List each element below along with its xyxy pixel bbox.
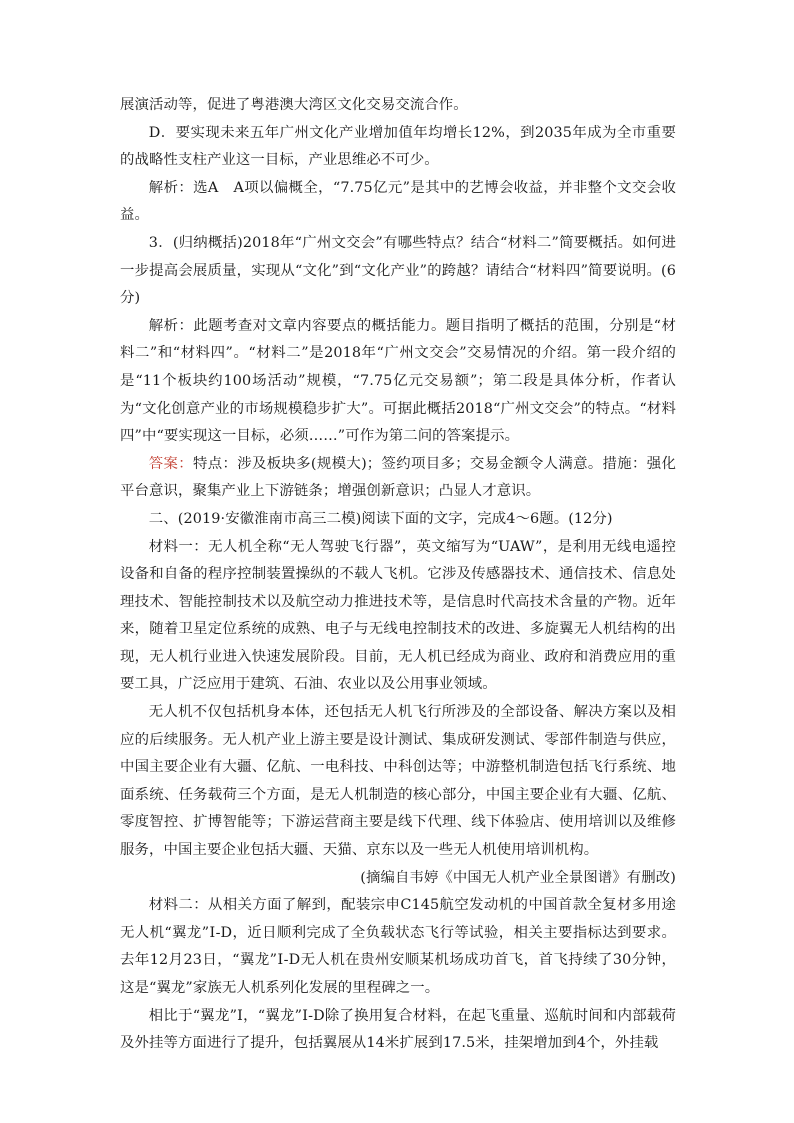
option-d: D．要实现未来五年广州文化产业增加值年均增长12%，到2035年成为全市重要的战略性支柱产业这一目标，产业思维必不可少。 [120,124,676,169]
section-two-heading: 二、(2019·安徽淮南市高三二模)阅读下面的文字，完成4～6题。(12分) [148,510,613,527]
material-two-p1: 材料二：从相关方面了解到，配装宗申C145航空发动机的中国首款全复材多用途无人机“翼龙”Ⅰ-D，近日顺利完成了全负载状态飞行等试验，相关主要指标达到要求。去年12月23日，“翼龙”Ⅰ-D无人机在贵州安顺某机场成功首飞，首飞持续了30分钟，这是“翼龙”家族无人机系列化发展的里程碑之一。 [120,897,676,996]
document-page [120,92,676,1058]
answer-text: 特点：涉及板块多(规模大)；签约项目多；交易金额令人满意。措施：强化平台意识，聚集产业上下游链条；增强创新意识；凸显人才意识。 [120,455,676,500]
material-two-p2: 相比于“翼龙”Ⅰ，“翼龙”Ⅰ-D除了换用复合材料，在起飞重量、巡航时间和内部载荷及外挂等方面进行了提升，包括翼展从14米扩展到17.5米，挂架增加到4个，外挂载 [120,1007,676,1052]
question-3: 3．(归纳概括)2018年“广州文交会”有哪些特点？结合“材料二”简要概括。如何进一步提高会展质量，实现从“文化”到“文化产业”的跨越？请结合“材料四”简要说明。(6分) [120,234,676,307]
material-one-source: (摘编自韦婷《中国无人机产业全景图谱》有删改) [360,869,676,886]
analysis-q3: 解析：此题考查对文章内容要点的概括能力。题目指明了概括的范围，分别是“材料二”和“材料四”。“材料二”是2018年“广州文交会”交易情况的介绍。第一段介绍的是“11个板块约100场活动”规模，“7.75亿元交易额”；第二段是具体分析，作者认为“文化创意产业的市场规模稳步扩大”。可据此概括2018“广州文交会”的特点。“材料四”中“要实现这一目标，必须……”可作为第二问的答案提示。 [120,317,676,445]
answer-q3 [120,451,676,506]
paragraph-continuation: 展演活动等，促进了粤港澳大湾区文化交易交流合作。 [120,97,468,113]
material-one-p2: 无人机不仅包括机身本体，还包括无人机飞行所涉及的全部设备、解决方案以及相应的后续服务。无人机产业上游主要是设计测试、集成研发测试、零部件制造与供应，中国主要企业有大疆、亿航、一电科技、中科创达等；中游整机制造包括飞行系统、地面系统、任务载荷三个方面，是无人机制造的核心部分，中国主要企业有大疆、亿航、零度智控、扩博智能等；下游运营商主要是线下代理、线下体验店、使用培训以及维修服务，中国主要企业包括大疆、天猫、京东以及一些无人机使用培训机构。 [120,704,676,859]
material-one-p1: 材料一：无人机全称“无人驾驶飞行器”，英文缩写为“UAW”，是利用无线电遥控设备和自备的程序控制装置操纵的不载人飞机。它涉及传感器技术、通信技术、信息处理技术、智能控制技术以及航空动力推进技术等，是信息时代高技术含量的产物。近年来，随着卫星定位系统的成熟、电子与无线电控制技术的改进、多旋翼无人机结构的出现，无人机行业进入快速发展阶段。目前，无人机已经成为商业、政府和消费应用的重要工具，广泛应用于建筑、石油、农业以及公用事业领域。 [120,538,676,693]
answer-label: 答案： [148,455,194,472]
analysis-q2: 解析：选A A项以偏概全，“7.75亿元”是其中的艺博会收益，并非整个文交会收益。 [120,179,676,224]
